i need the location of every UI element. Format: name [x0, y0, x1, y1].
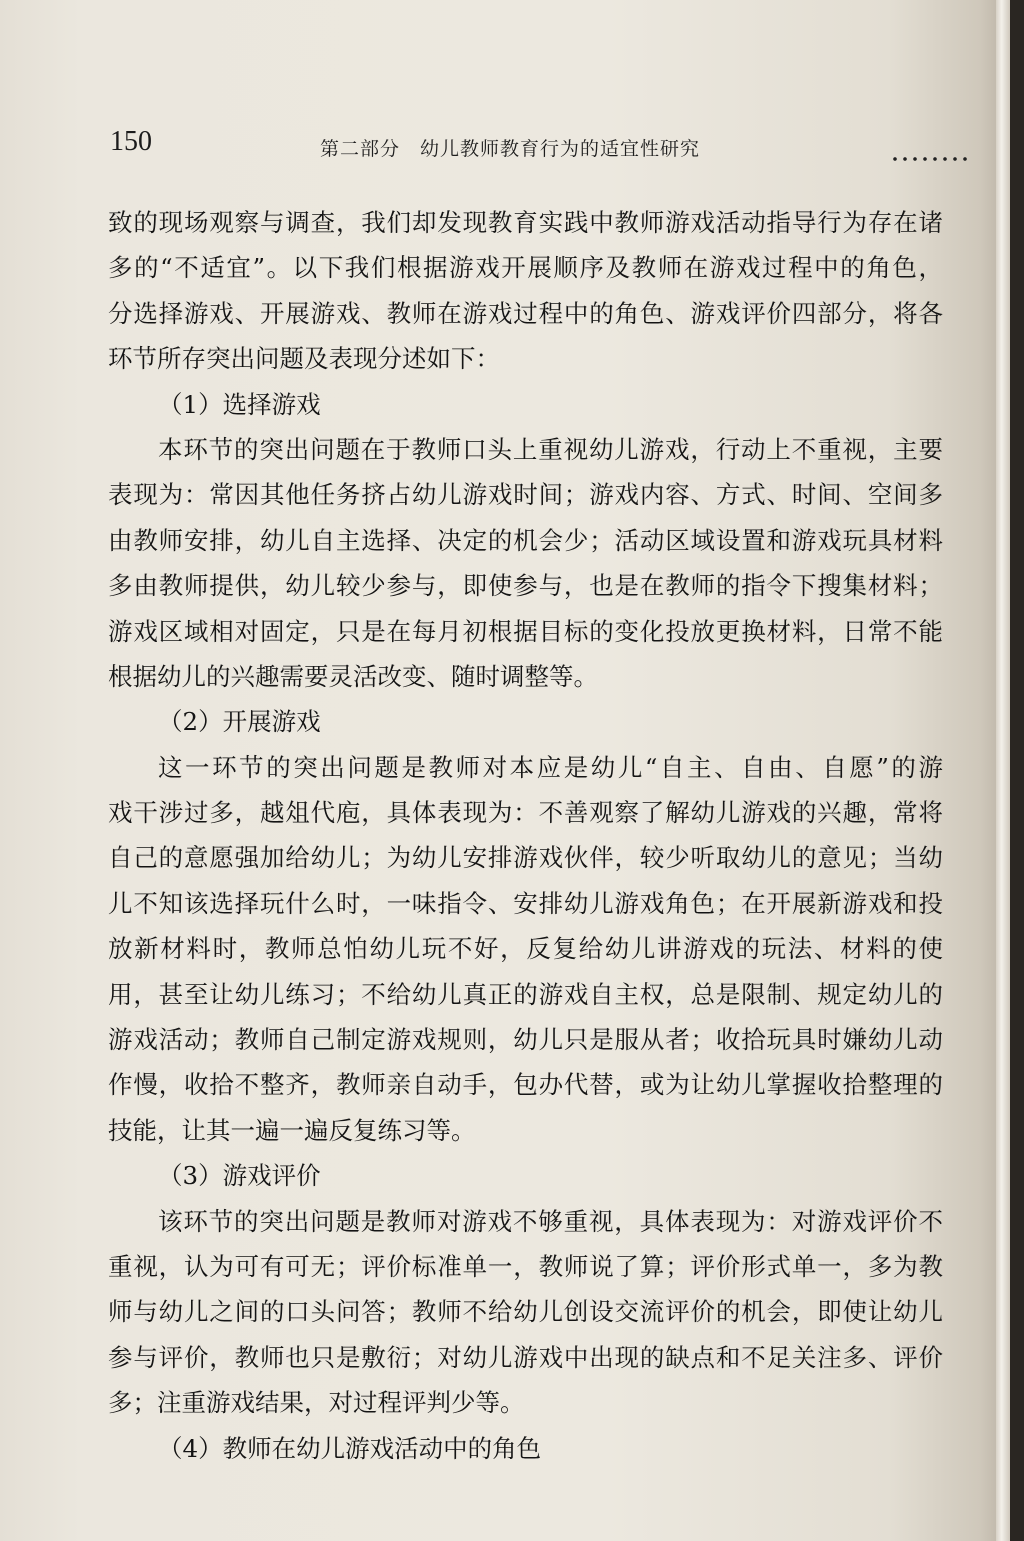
text-line: 戏干涉过多，越俎代庖，具体表现为：不善观察了解幼儿游戏的兴趣，常将 — [108, 798, 943, 828]
text-line: 重视，认为可有可无；评价标准单一，教师说了算；评价形式单一，多为教 — [108, 1251, 943, 1281]
text-line: 放新材料时，教师总怕幼儿玩不好，反复给幼儿讲游戏的玩法、材料的使 — [108, 934, 943, 964]
section-heading-1: （1）选择游戏 — [158, 389, 321, 419]
body-text — [108, 200, 943, 1471]
text-line: 多；注重游戏结果，对过程评判少等。 — [108, 1388, 525, 1418]
text-line: 该环节的突出问题是教师对游戏不够重视，具体表现为：对游戏评价不 — [158, 1206, 943, 1236]
header-dotted-rule — [890, 156, 970, 162]
text-line: 作慢，收拾不整齐，教师亲自动手，包办代替，或为让幼儿掌握收拾整理的 — [108, 1070, 943, 1100]
text-line: 游戏活动；教师自己制定游戏规则，幼儿只是服从者；收拾玩具时嫌幼儿动 — [108, 1025, 943, 1055]
text-line: 游戏区域相对固定，只是在每月初根据目标的变化投放更换材料，日常不能 — [108, 616, 943, 646]
text-line: 根据幼儿的兴趣需要灵活改变、随时调整等。 — [108, 661, 598, 691]
section-heading-3: （3）游戏评价 — [158, 1161, 321, 1191]
text-line: 多的“不适宜”。以下我们根据游戏开展顺序及教师在游戏过程中的角色， — [108, 253, 943, 283]
page-header — [110, 118, 970, 178]
text-line: 自己的意愿强加给幼儿；为幼儿安排游戏伙伴，较少听取幼儿的意见；当幼 — [108, 843, 943, 873]
text-line: 儿不知该选择玩什么时，一味指令、安排幼儿游戏角色；在开展新游戏和投 — [108, 888, 943, 918]
text-line: 参与评价，教师也只是敷衍；对幼儿游戏中出现的缺点和不足关注多、评价 — [108, 1342, 943, 1372]
text-line: 由教师安排，幼儿自主选择、决定的机会少；活动区域设置和游戏玩具材料 — [108, 525, 943, 555]
section-heading-2: （2）开展游戏 — [158, 707, 321, 737]
text-line: 分选择游戏、开展游戏、教师在游戏过程中的角色、游戏评价四部分，将各 — [108, 298, 943, 328]
text-line: 表现为：常因其他任务挤占幼儿游戏时间；游戏内容、方式、时间、空间多 — [108, 480, 943, 510]
text-line: 多由教师提供，幼儿较少参与，即使参与，也是在教师的指令下搜集材料； — [108, 571, 943, 601]
text-line: 技能，让其一遍一遍反复练习等。 — [108, 1115, 476, 1145]
section-heading-4: （4）教师在幼儿游戏活动中的角色 — [158, 1433, 542, 1463]
page-number: 150 — [110, 126, 152, 157]
text-line: 师与幼儿之间的口头问答；教师不给幼儿创设交流评价的机会，即使让幼儿 — [108, 1297, 943, 1327]
text-line: 致的现场观察与调查，我们却发现教育实践中教师游戏活动指导行为存在诸 — [108, 208, 943, 237]
text-line: 这一环节的突出问题是教师对本应是幼儿“自主、自由、自愿”的游 — [158, 752, 943, 782]
text-line: 本环节的突出问题在于教师口头上重视幼儿游戏，行动上不重视，主要 — [158, 434, 943, 464]
text-line: 用，甚至让幼儿练习；不给幼儿真正的游戏自主权，总是限制、规定幼儿的 — [108, 979, 943, 1009]
running-head: 第二部分 幼儿教师教育行为的适宜性研究 — [320, 138, 701, 160]
page-edge — [996, 0, 1010, 1541]
text-line: 环节所存突出问题及表现分述如下： — [108, 344, 500, 374]
